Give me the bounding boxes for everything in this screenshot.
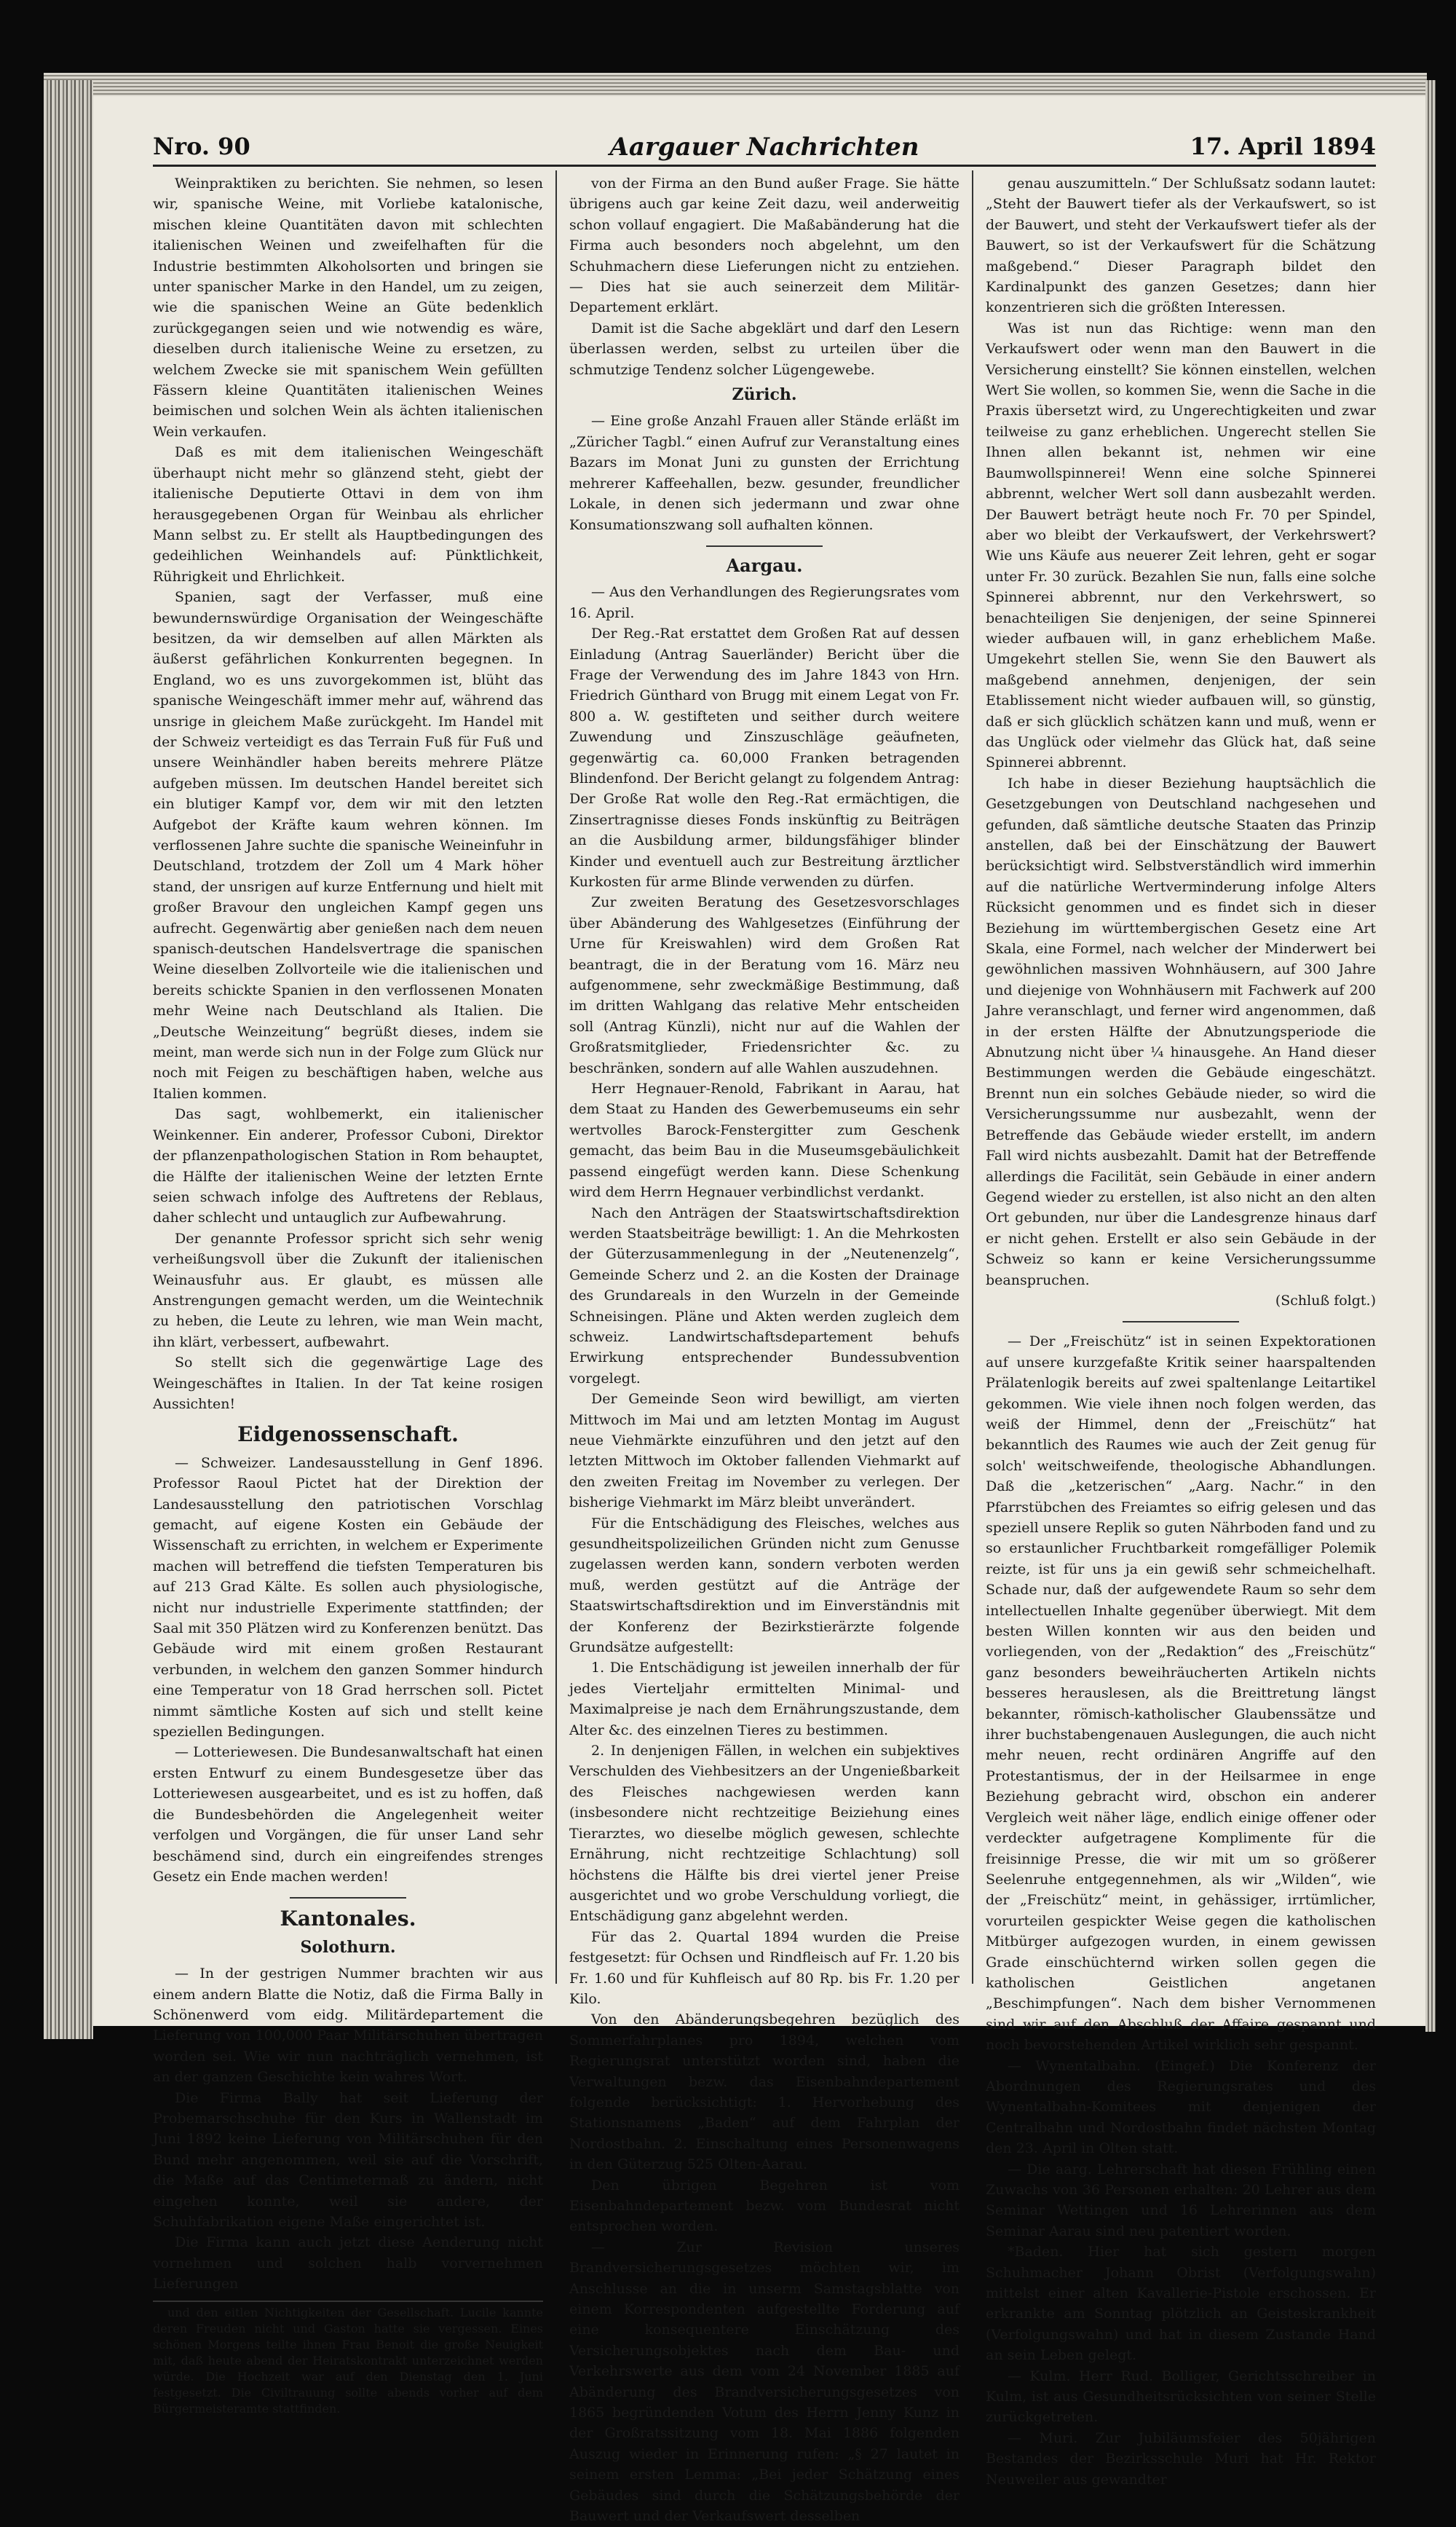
article-paragraph: — Muri. Zur Jubiläumsfeier des 50jährigen Bestandes der Bezirksschule Muri hat Hr. Rektor Neuweiler aus gewandter bbox=[986, 2429, 1376, 2488]
article-paragraph: Die Firma Bally hat seit Lieferung der Probemarschschuhe für den Kurs in Wallenstadt im Juni 1892 keine Lieferung von Militärschuhen für den Bund mehr angenommen, weil sie auf die Vorschrift, die Maße auf das Centimetermaß zu ändern, nicht eingehen konnte, weil sie andere, der Schuhfabrikation eigene Maße eingerichtet ist. bbox=[153, 2089, 543, 2230]
article-paragraph: — Schweizer. Landesausstellung in Genf 1896. Professor Raoul Pictet hat der Direktion der Landesausstellung den patriotischen Vorschlag gemacht, auf eigene Kosten ein Gebäude der Wissenschaft zu errichten, in welchem er Experimente machen will betreffend die tiefsten Temperaturen bis auf 213 Grad Kälte. Es sollen auch physiologische, nicht nur industrielle Experimente stattfinden; der Saal mit 350 Plätzen wird zu Konferenzen benützt. Das Gebäude wird mit einem großen Restaurant verbunden, in welchem den ganzen Sommer hindurch eine Temperatur von 18 Grad herrschen soll. Pictet nimmt sämtliche Kosten auf sich und stellt keine speziellen Bedingungen. bbox=[153, 1454, 543, 1740]
subheading-zuerich: Zürich. bbox=[732, 385, 797, 405]
section-heading-kantonales: Kantonales. bbox=[280, 1907, 416, 1931]
feuilleton-text bbox=[153, 2305, 543, 2417]
article-paragraph: Für das 2. Quartal 1894 wurden die Preise festgesetzt: für Ochsen und Rindfleisch auf Fr. 1.20 bis Fr. 1.60 und für Kuhfleisch auf 80 Rp. bis Fr. 1.20 per Kilo. bbox=[569, 1928, 960, 2007]
article-paragraph: 1. Die Entschädigung ist jeweilen innerhalb der für jedes Vierteljahr ermittelten Minimal- und Maximalpreise je nach dem Ernährungszustande, dem Alter &c. des einzelnen Tieres zu bestimmen. bbox=[569, 1660, 960, 1738]
article-paragraph: genau auszumitteln.“ Der Schlußsatz sodann lautet: „Steht der Bauwert tiefer als der Verkaufswert, so ist der Bauwert, und steht der Verkaufswert tiefer als der Bauwert, so ist der Verkaufswert für die Schätzung maßgebend.“ Dieser Paragraph bildet den Kardinalpunkt des ganzen Gesetzes; dann hier konzentrieren sich die größten Interessen. bbox=[986, 176, 1376, 316]
book-spine bbox=[44, 80, 93, 2039]
section-heading-eidgenossenschaft: Eidgenossenschaft. bbox=[237, 1422, 459, 1447]
article-paragraph: Ich habe in dieser Beziehung hauptsächlich die Gesetzgebungen von Deutschland nachgesehen und gefunden, daß sämtliche deutsche Staaten das Prinzip anstellen, daß bei der Einschätzung der Bauwert berücksichtigt wird. Selbstverständlich wird immerhin auf die natürliche Wertverminderung infolge Alters Rücksicht genommen und es findet sich in dieser Beziehung im württembergischen Gesetz eine Art Skala, eine Formel, nach welcher der Minderwert bei gewöhnlichen massiven Wohnhäusern, auf 300 Jahre und diejenige von Wohnhäusern mit Fachwerk auf 200 Jahre veranschlagt, und ferner wird angenommen, daß in der ersten Hälfte der Abnutzungsperiode die Abnutzung nicht über ¼ hinausgehe. An Hand dieser Bestimmungen werden die Gebäude eingeschätzt. Brennt nun ein solches Gebäude nieder, so wird die Versicherungssumme nur ausbezahlt, wenn der Betreffende das Gebäude wieder erstellt, im andern Fall wird nichts ausbezahlt. Damit hat der Betreffende allerdings die Facilität, sein Gebäude in einer andern Gegend wieder zu erstellen, ist also nicht an den alten Ort gebunden, nur über die Landesgrenze hinaus darf er nicht gehen. Erstellt er also sein Gebäude in der Schweiz so kann er keine Versicherungssumme beanspruchen. bbox=[986, 775, 1376, 1288]
column-left bbox=[153, 173, 543, 2416]
section-separator bbox=[290, 1897, 406, 1899]
article-paragraph: Spanien, sagt der Verfasser, muß eine bewundernswürdige Organisation der Weingeschäfte besitzen, da wir demselben auf allen Märkten als äußerst gefährlichen Konkurrenten begegnen. In England, wo es uns zuvorgekommen ist, blüht das spanische Weingeschäft immer mehr auf, während das unsrige in gleichem Maße zurückgeht. Im Handel mit der Schweiz verteidigt es das Terrain Fuß für Fuß und unsere Weinhändler haben bereits mehrere Plätze aufgeben müssen. Im deutschen Handel bereitet sich ein blutiger Kampf vor, dem wir mit den letzten Aufgebot der Kräfte kaum wehren können. Im verflossenen Jahre suchte die spanische Weineinfuhr in Deutschland, trotzdem der Zoll um 4 Mark höher stand, der unsrigen auf kurze Entfernung und hielt mit großer Bravour den ungleichen Kampf gegen uns aufrecht. Gegenwärtig aber genießen nach dem neuen spanisch-deutschen Handelsvertrage die spanischen Weine dieselben Zollvorteile wie die italienischen und bereits schickte Spanien in den verflossenen Monaten mehr Weine nach Deutschland als Italien. Die „Deutsche Weinzeitung“ begrüßt dieses, indem sie meint, man werde sich nun in der Folge zum Glück nur noch mit Feigen zu beschäftigen haben, welche aus Italien kommen. bbox=[153, 589, 543, 1102]
section-separator bbox=[1123, 1321, 1239, 1322]
issue-number: Nro. 90 bbox=[153, 133, 250, 160]
article-paragraph: Der genannte Professor spricht sich sehr wenig verheißungsvoll über die Zukunft der italienischen Weinausfuhr aus. Er glaubt, es müssen alle Anstrengungen gemacht werden, um die Weintechnik zu heben, die Leute zu lehren, wie man Wein macht, ihn klärt, verbessert, aufbewahrt. bbox=[153, 1230, 543, 1350]
article-paragraph: Zur zweiten Beratung des Gesetzesvorschlages über Abänderung des Wahlgesetzes (Einführung der Urne für Kreiswahlen) wird dem Großen Rat beantragt, die in der Beratung vom 16. März neu aufgenommene, sehr zweckmäßige Bestimmung, daß im dritten Wahlgang das relative Mehr entscheiden soll (Antrag Künzli), nicht nur auf die Wahlen der Großratsmitglieder, Friedensrichter &c. zu beschränken, sondern auf alle Wahlen auszudehnen. bbox=[569, 894, 960, 1076]
column-divider bbox=[555, 170, 557, 1984]
article-paragraph: *Baden. Hier hat sich gestern morgen Schuhmacher Johann Obrist (Verfolgungswahn) mittelst einer alten Kavallerie-Pistole erschossen. Er erkrankte am Sonntag plötzlich an Geisteskrankheit (Verfolgungswahn) und hat in diesem Zustande Hand an sein Leben gelegt. bbox=[986, 2244, 1376, 2364]
article-paragraph: Die Firma kann auch jetzt diese Aenderung nicht vornehmen und solchen halb vorvernehmen Lieferungen bbox=[153, 2234, 543, 2293]
subheading-solothurn: Solothurn. bbox=[300, 1937, 396, 1957]
article-paragraph: Damit ist die Sache abgeklärt und darf den Lesern überlassen werden, selbst zu urteilen über die schmutzige Tendenz solcher Lügengewebe. bbox=[569, 320, 960, 378]
article-paragraph: Der Gemeinde Seon wird bewilligt, am vierten Mittwoch im Mai und am letzten Montag im August neue Viehmärkte einzuführen und den jetzt auf den letzten Mittwoch im Oktober fallenden Viehmarkt auf den zweiten Freitag im November zu verlegen. Der bisherige Viehmarkt im März bleibt unverändert. bbox=[569, 1391, 960, 1511]
article-paragraph: — Aus den Verhandlungen des Regierungsrates vom 16. April. bbox=[569, 584, 960, 621]
article-paragraph: — Die aarg. Lehrerschaft hat diesen Frühling einen Zuwachs von 36 Personen erhalten: 20 Lehrer aus dem Seminar Wettingen und 16 Lehrerinnen aus dem Seminar Aarau sind neu patentiert worden. bbox=[986, 2161, 1376, 2239]
continuation-note: (Schluß folgt.) bbox=[1275, 1292, 1376, 1309]
article-paragraph: Weinpraktiken zu berichten. Sie nehmen, so lesen wir, spanische Weine, mit Vorliebe katalonische, mischen kleine Quantitäten davon mit schlechten italienischen Weinen und zweifelhaften für die Industrie bestimmten Alkoholsorten und bringen sie unter spanischer Marke in den Handel, um zu zeigen, wie die spanischen Weine an Güte bedenklich zurückgegangen seien und wie notwendig es wäre, dieselben durch italienische Weine zu ersetzen, zu welchem Zwecke sie mit spanischem Wein gefüllten Fässern kleine Quantitäten italienischen Weines beimischen und solchen Wein als ächten italienischen Wein verkaufen. bbox=[153, 176, 543, 440]
section-separator bbox=[706, 545, 823, 547]
article-paragraph: Für die Entschädigung des Fleisches, welches aus gesundheitspolizeilichen Gründen nicht zum Genusse zugelassen werden kann, sondern verboten werden muß, werden gestützt auf die Anträge der Staatswirtschaftsdirektion und im Einverständnis mit der Konferenz der Bezirkstierärzte folgende Grundsätze aufgestellt: bbox=[569, 1515, 960, 1656]
book-edge-top bbox=[44, 73, 1427, 98]
article-paragraph: — Kulm. Herr Rud. Bolliger, Gerichtsschreiber in Kulm, ist aus Gesundheitsrücksichten von seiner Stelle zurückgetreten. bbox=[986, 2368, 1376, 2426]
article-paragraph: 2. In denjenigen Fällen, in welchen ein subjektives Verschulden des Viehbesitzers an der Ungenießbarkeit des Fleisches nachgewiesen werden kann (insbesondere nicht rechtzeitige Beiziehung eines Tierarztes, wo dieselbe möglich gewesen, schlechte Ernährung, nicht rechtzeitige Schlachtung) soll höchstens die Hälfte bis drei viertel jener Preise ausgerichtet und wo grobe Verschuldung vorliegt, die Entschädigung ganz abgelehnt werden. bbox=[569, 1743, 960, 1925]
article-paragraph: — Wynentalbahn. (Eingef.) Die Konferenz der Abordnungen des Regierungsrates und des Wynentalbahn-Komitees mit denjenigen der Centralbahn und Nordostbahn findet nächsten Montag den 23. April in Olten statt. bbox=[986, 2057, 1376, 2157]
header-rule bbox=[153, 165, 1376, 167]
article-paragraph: Der Reg.-Rat erstattet dem Großen Rat auf dessen Einladung (Antrag Sauerländer) Bericht über die Frage der Verwendung des im Jahre 1843 von Hrn. Friedrich Günthard von Brugg mit einem Legat von Fr. 800 a. W. gestifteten und seither durch weitere Zuwendung und Zinszuschläge geäufneten, gegenwärtig ca. 60,000 Franken betragenden Blindenfond. Der Bericht gelangt zu folgendem Antrag: Der Große Rat wolle den Reg.-Rat ermächtigen, die Zinsertragnisse dieses Fonds inskünftig zu Beiträgen an die Ausbildung armer, bildungsfähiger blinder Kinder und eventuell auch zur Bestreitung ärztlicher Kurkosten für arme Blinde verwenden zu dürfen. bbox=[569, 626, 960, 890]
article-paragraph: Daß es mit dem italienischen Weingeschäft überhaupt nicht mehr so glänzend steht, giebt der italienische Deputierte Ottavi in dem von ihm herausgegebenen Organ für Weinbau als ehrlicher Mann selbst zu. Er stellt als Hauptbedingungen des gedeihlichen Weinhandels auf: Pünktlichkeit, Rührigkeit und Ehrlichkeit. bbox=[153, 444, 543, 585]
article-paragraph: von der Firma an den Bund außer Frage. Sie hätte übrigens auch gar keine Zeit dazu, weil anderweitig schon vollauf engagiert. Die Maßabänderung hat die Firma auch besonders noch abgelehnt, um den Schuhmachern diese Lieferungen nicht zu entziehen. — Dies hat sie auch seinerzeit dem Militär-Departement erklärt. bbox=[569, 176, 960, 316]
feuilleton-rule bbox=[153, 2301, 543, 2302]
column-divider bbox=[972, 170, 973, 1984]
newspaper-title: Aargauer Nachrichten bbox=[609, 133, 919, 162]
article-paragraph: Von den Abänderungsbegehren bezüglich des Sommerfahrplanes pro 1894, welchen vom Regierungsrat unterstützt worden sind, haben die Verwaltungen bezw. das Eisenbahndepartement folgende berücksichtigt: 1. Hervorhebung des Stationsnamens „Baden“ auf dem Fahrplan der Nordostbahn. 2. Einschaltung eines Personenwagens in den Güterzug 525 Olten-Aarau. bbox=[569, 2011, 960, 2173]
article-paragraph: So stellt sich die gegenwärtige Lage des Weingeschäftes in Italien. In der Tat keine rosigen Aussichten! bbox=[153, 1355, 543, 1412]
column-right bbox=[986, 173, 1376, 2488]
article-paragraph: — Der „Freischütz“ ist in seinen Expektorationen auf unsere kurzgefaßte Kritik seiner haarspaltenden Prälatenlogik bereits auf zwei spaltenlange Leitartikel gekommen. Wie viele ihnen noch folgen werden, das weiß der Himmel, denn der „Freischütz“ hat bekanntlich des Raumes wie auch der Zeit genug für solch' weitschweifende, theologische Abhandlungen. Daß die „ketzerischen“ „Aarg. Nachr.“ in den Pfarrstübchen des Freiamtes so eifrig gelesen und das speziell unsere Replik so guten Nährboden fand und zu so erstaunlicher Fruchtbarkeit romgefälliger Polemik reizte, ist für uns ja ein gewiß sehr schmeichelhaft. Schade nur, daß der aufgewendete Raum so sehr dem intellectuellen Inhalte gegenüber überwiegt. Mit dem besten Willen konnten wir aus den beiden und vorliegenden, von der „Redaktion“ des „Freischütz“ ganz besonders beweihräucherten Artikeln nichts besseres herauslesen, als die Breittretung längst bekannter, römisch-katholischer Glaubenssätze und ihrer buchstabengenauen Auslegungen, die auch nicht mehr neuen, recht ordinären Angriffe auf den Protestantismus, der in der Heilsarmee in enge Beziehung gebracht wird, obschon ein anderer Vergleich weit näher läge, endlich einige offener oder verdeckter aufgetragene Komplimente für die freisinnige Presse, die wir mit um so größerer Seelenruhe entgegennehmen, als wir „Wilden“, wie der „Freischütz“ meint, in gehässiger, irrtümlicher, vorurteilen gespickter Weise gegen die katholischen Mitbürger aufgezogen wurden, in einem gewissen Grade einschüchternd wirken sollen gegen die katholischen Geistlichen angetanen „Beschimpfungen“. Nach dem bisher Vernommenen sind wir auf den Abschluß der Affaire gespannt und noch bevorstehenden Artikel wirklich sehr gespannt. bbox=[986, 1333, 1376, 2054]
feuilleton-paragraph: und den eitlen Nichtigkeiten der Gesellschaft. Lucile kannte deren Freuden nicht und Gaston hatte sie vergessen. Eines schönen Morgens teilte ihnen Frau Benoit die große Neuigkeit mit, daß heute abend der Heiratskontrakt unterzeichnet werden würde. Die Hochzeit war auf den Dienstag den 1. Juni festgesetzt. Die Civiltrauung sollte abends vorher auf dem Bürgermeisteramte stattfinden. bbox=[153, 2305, 543, 2416]
book-edge-right bbox=[1425, 80, 1436, 2032]
column-middle bbox=[569, 173, 960, 2525]
article-paragraph: Nach den Anträgen der Staatswirtschaftsdirektion werden Staatsbeiträge bewilligt: 1. An die Mehrkosten der Güterzusammenlegung in der „Neutenenzelg“, Gemeinde Scherz und 2. an die Kosten der Drainage des Grundareals in den Wurzeln in der Gemeinde Schneisingen. Pläne und Akten werden zugleich dem schweiz. Landwirtschaftsdepartement behufs Erwirkung entsprechender Bundessubvention vorgelegt. bbox=[569, 1205, 960, 1387]
article-paragraph: Was ist nun das Richtige: wenn man den Verkaufswert oder wenn man den Bauwert in die Versicherung einstellt? Sie können einstellen, welchen Wert Sie wollen, so kommen Sie, wenn die Sache in die Praxis übersetzt wird, zu Ungerechtigkeiten und zwar teilweise zu ganz erheblichen. Ungerecht stellen Sie Ihnen allen bekannt ist, nehmen wir eine Baumwollspinnerei! Wenn eine solche Spinnerei abbrennt, welcher Wert soll dann ausbezahlt werden. Der Bauwert beträgt heute noch Fr. 70 per Spindel, aber wo bleibt der Verkaufswert, der Verkehrswert? Wie uns Käufe aus neuerer Zeit lehren, geht er sogar unter Fr. 30 zurück. Bezahlen Sie nun, falls eine solche Spinnerei abbrennt, nur den Verkehrswert, so benachteiligen Sie denjenigen, der seine Spinnerei wieder aufbauen will, in ganz erheblichem Maße. Umgekehrt stellen Sie, wenn Sie den Bauwert als maßgebend annehmen, denjenigen, der sein Etablissement nicht wieder aufbauen will, so günstig, daß er sich glücklich schätzen kann und muß, wenn er das Unglück oder vielmehr das Glück hat, daß seine Spinnerei abbrennt. bbox=[986, 320, 1376, 771]
article-paragraph: — Eine große Anzahl Frauen aller Stände erläßt im „Züricher Tagbl.“ einen Aufruf zur Veranstaltung eines Bazars im Monat Juni zu gunsten der Errichtung mehrerer Kaffeehallen, bezw. gesunder, freundlicher Lokale, in denen sich jedermann und zwar ohne Konsumationszwang soll aufhalten können. bbox=[569, 413, 960, 533]
article-paragraph: — In der gestrigen Nummer brachten wir aus einem andern Blatte die Notiz, daß die Firma Bally in Schönenwerd vom eidg. Militärdepartement die Lieferung von 100,000 Paar Militärschuhen übertragen worden sei. Wie wir nun nachträglich vernehmen, ist an der ganzen Geschichte kein wahres Wort. bbox=[153, 1966, 543, 2086]
article-paragraph: Den übrigen Begehren ist vom Eisenbahndepartement bezw. vom Bundesrat nicht entsprochen worden. bbox=[569, 2177, 960, 2235]
article-paragraph: Herr Hegnauer-Renold, Fabrikant in Aarau, hat dem Staat zu Handen des Gewerbemuseums ein sehr wertvolles Barock-Fenstergitter zum Geschenk gemacht, das beim Bau in die Museumsgebäulichkeit passend eingefügt werden kann. Diese Schenkung wird dem Herrn Hegnauer verbindlichst verdankt. bbox=[569, 1081, 960, 1201]
issue-date: 17. April 1894 bbox=[1190, 133, 1376, 160]
section-heading-aargau: Aargau. bbox=[726, 554, 803, 576]
article-paragraph: — Lotteriewesen. Die Bundesanwaltschaft hat einen ersten Entwurf zu einem Bundesgesetze über das Lotteriewesen ausgearbeitet, und es ist zu hoffen, daß die Bundesbehörden die Angelegenheit weiter verfolgen und Vorgängen, die für unser Land sehr beschämend sind, durch ein eingreifendes strenges Gesetz ein Ende machen werden! bbox=[153, 1744, 543, 1885]
masthead bbox=[153, 130, 1376, 165]
article-paragraph: — Zur Revision unseres Brandversicherungsgesetzes möchten wir, im Anschlusse an die in unserm Samstagsblatte von einem Korrespondenten aufgestellte Forderung auf eine konsequentere Einschätzung des Versicherungsobjektes nach dem Bau- und Verkehrswerte aus dem vom 24 November 1885 auf Abänderung des Brandversicherungsgesetzes von 1865 begründenden Votum des Herrn Jenny Kunz in der Großratssitzung vom 18. Mai 1886 folgenden Auszug wieder in Erinnerung rufen: „§ 27 lautet in seinem ersten Lemma: „Bei jeder Schätzung eines Gebäudes sind durch die Schätzungsbehörde der Bauwert und der Verkaufswert desselben bbox=[569, 2239, 960, 2525]
article-paragraph: Das sagt, wohlbemerkt, ein italienischer Weinkenner. Ein anderer, Professor Cuboni, Direktor der pflanzenpathologischen Station in Rom behauptet, die Hälfte der italienischen Weine der letzten Ernte seien schwach infolge des Auftretens der Reblaus, daher schlecht und untauglich zur Aufbewahrung. bbox=[153, 1106, 543, 1226]
